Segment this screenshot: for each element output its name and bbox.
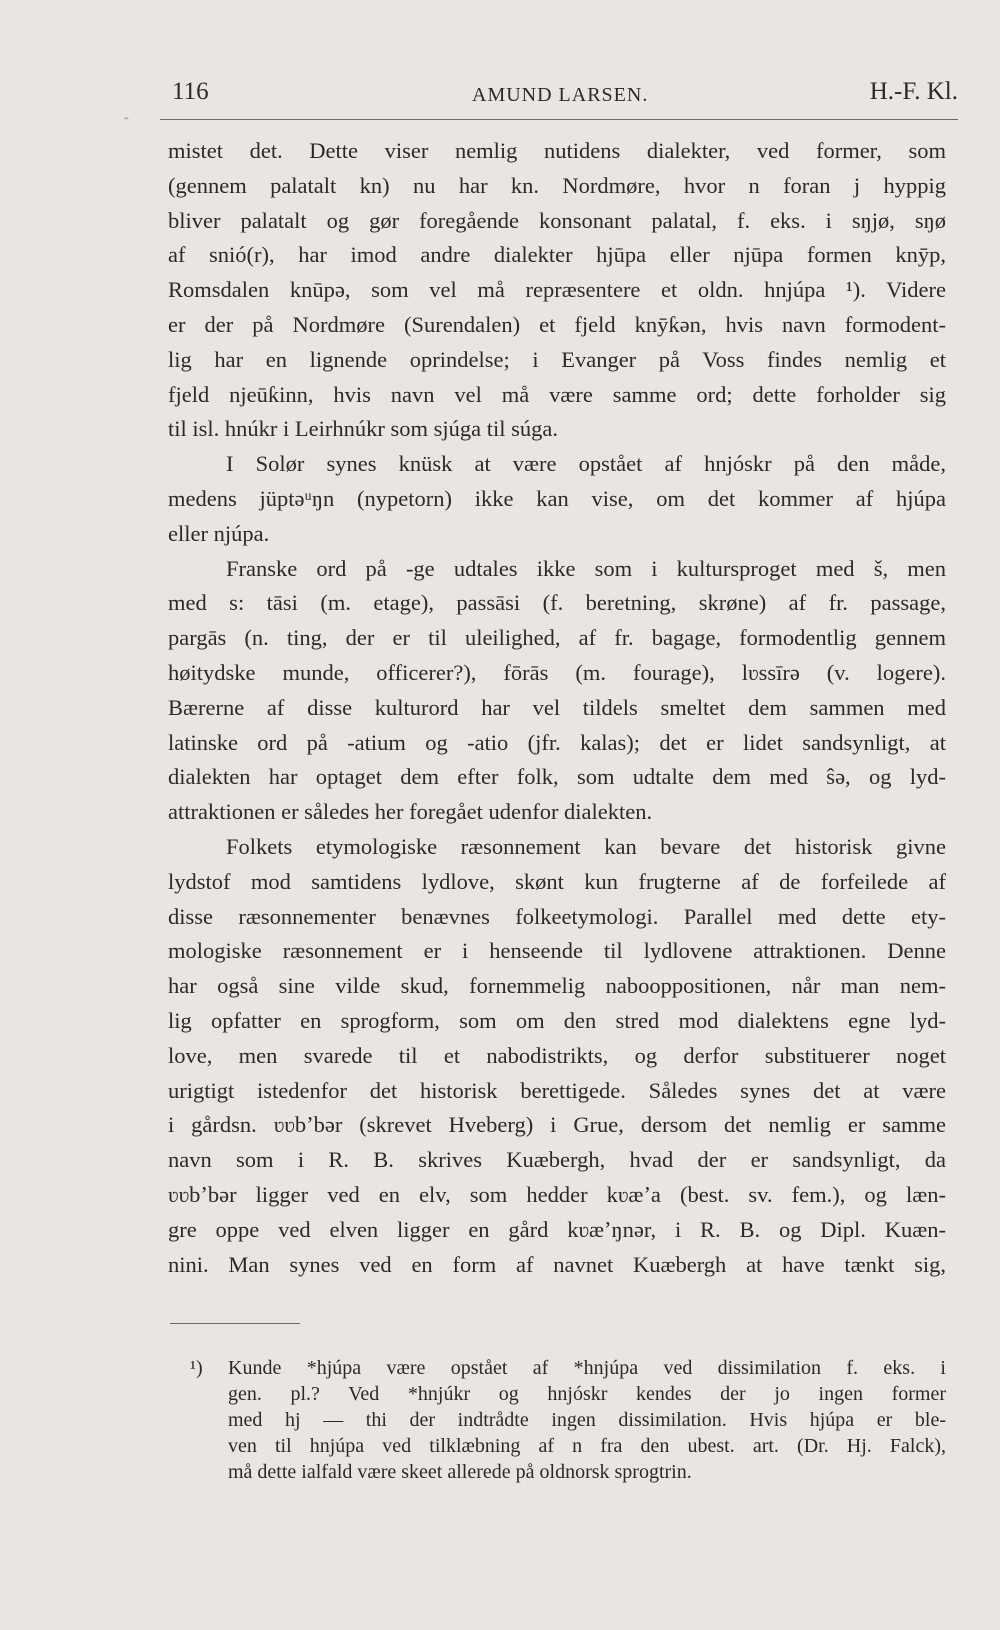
footnote-line: ven til hnjúpa ved tilklæbning af n fra den ubest. art. (Dr. Hj. Falck), [228, 1435, 946, 1457]
running-header [172, 74, 958, 114]
body-line: i gårdsn. ʋʋbʼbər (skrevet Hveberg) i Grue, dersom det nemlig er samme [168, 1112, 946, 1138]
body-line: har også sine vilde skud, fornemmelig nabooppositionen, når man nem- [168, 973, 946, 999]
body-line: gre oppe ved elven ligger en gård kʋæʼŋnər, i R. B. og Dipl. Kuæn- [168, 1216, 946, 1242]
body-line: Folkets etymologiske ræsonnement kan bevare det historisk givne [226, 833, 946, 859]
footnote-rule [170, 1323, 300, 1324]
footnote-line: ¹) Kunde *hjúpa være opstået af *hnjúpa ved dissimilation f. eks. i [190, 1357, 946, 1379]
body-line: er der på Nordmøre (Surendalen) et fjeld knȳƙən, hvis navn formodent- [168, 311, 946, 337]
body-line: nini. Man synes ved en form af navnet Kuæbergh at have tænkt sig, [168, 1251, 946, 1277]
body-line: medens jüptəᵘŋn (nypetorn) ikke kan vise, om det kommer af hjúpa [168, 485, 946, 511]
body-line: lydstof mod samtidens lydlove, skønt kun frugterne af de forfeilede af [168, 868, 946, 894]
body-line: I Solør synes knüsk at være opstået af hnjóskr på den måde, [226, 451, 946, 477]
footnote-line: gen. pl.? Ved *hnjúkr og hnjóskr kendes der jo ingen former [228, 1383, 946, 1405]
body-line: urigtigt istedenfor det historisk berettigede. Således synes det at være [168, 1077, 946, 1103]
margin-speck: ˆ [124, 116, 129, 131]
body-line: med s: tāsi (m. etage), passāsi (f. beretning, skrøne) af fr. passage, [168, 590, 946, 616]
body-line: høitydske munde, officerer?), fōrās (m. fourage), lʋssīrə (v. logere). [168, 659, 946, 685]
running-head-section: H.-F. Kl. [869, 78, 958, 105]
body-line: navn som i R. B. skrives Kuæbergh, hvad der er sandsynligt, da [168, 1147, 946, 1173]
body-line: Franske ord på -ge udtales ikke som i kultursproget med š, men [226, 555, 946, 581]
body-line: bliver palatalt og gør foregående konsonant palatal, f. eks. i sŋjø, sŋø [168, 207, 946, 233]
body-line: af snió(r), har imod andre dialekter hjūpa eller njūpa formen knȳp, [168, 242, 946, 268]
body-line: (gennem palatalt kn) nu har kn. Nordmøre, hvor n foran j hyppig [168, 172, 946, 198]
body-text [168, 134, 946, 1282]
body-line: disse ræsonnementer benævnes folkeetymologi. Parallel med dette ety- [168, 903, 946, 929]
body-line: lig opfatter en sprogform, som om den stred mod dialektens egne lyd- [168, 1007, 946, 1033]
body-line: Bærerne af disse kulturord har vel tildels smeltet dem sammen med [168, 694, 946, 720]
body-line: mistet det. Dette viser nemlig nutidens dialekter, ved former, som [168, 138, 946, 163]
body-line: love, men svarede til et nabodistrikts, og derfor substituerer noget [168, 1042, 946, 1068]
body-line: ʋʋbʼbər ligger ved en elv, som hedder kʋæʼa (best. sv. fem.), og læn- [168, 1181, 946, 1207]
body-line: fjeld njeūƙinn, hvis navn vel må være samme ord; dette forholder sig [168, 381, 946, 407]
body-line: lig har en lignende oprindelse; i Evanger på Voss findes nemlig et [168, 346, 946, 372]
body-line: mologiske ræsonnement er i henseende til lydlovene attraktionen. Denne [168, 938, 946, 964]
body-line: Romsdalen knūpə, som vel må repræsentere et oldn. hnjúpa ¹). Videre [168, 277, 946, 303]
body-line: til isl. hnúkr i Leirhnúkr som sjúga til súga. [168, 416, 558, 442]
footnote-line: med hj — thi der indtrådte ingen dissimilation. Hvis hjúpa er ble- [228, 1409, 946, 1431]
body-line: latinske ord på -atium og -atio (jfr. kalas); det er lidet sandsynligt, at [168, 729, 946, 755]
body-line: dialekten har optaget dem efter folk, som udtalte dem med ŝə, og lyd- [168, 764, 946, 790]
footnote [190, 1355, 946, 1485]
body-line: pargās (n. ting, der er til uleilighed, af fr. bagage, formodentlig gennem [168, 625, 946, 651]
running-head-author: AMUND LARSEN. [472, 84, 649, 106]
body-line: attraktionen er således her foregået udenfor dialekten. [168, 799, 653, 825]
footnote-line: må dette ialfald være skeet allerede på oldnorsk sprogtrin. [228, 1461, 692, 1483]
page-number: 116 [172, 78, 209, 105]
body-line: eller njúpa. [168, 520, 270, 546]
header-rule [160, 119, 958, 120]
